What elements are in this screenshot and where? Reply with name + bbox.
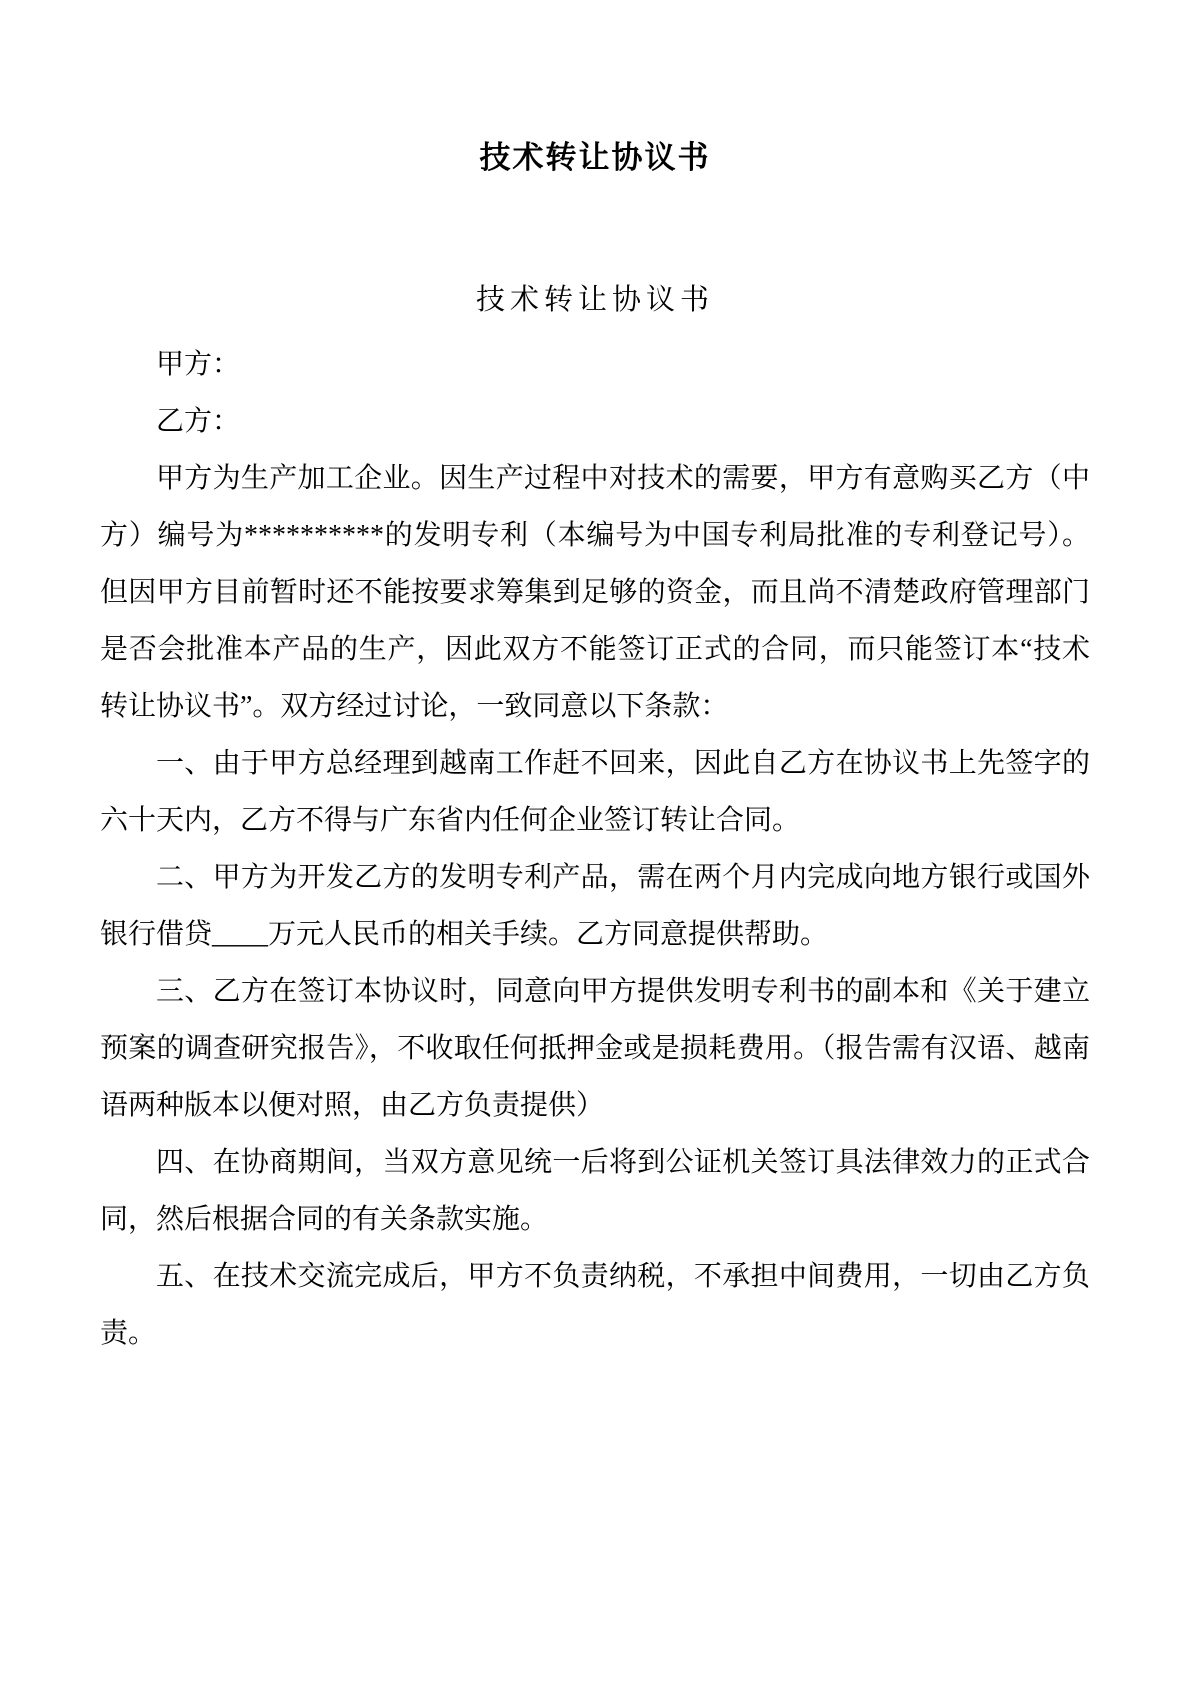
document-title: 技术转让协议书 bbox=[479, 140, 711, 175]
party-a-label: 甲方： bbox=[156, 349, 241, 380]
clause-3: 三、乙方在签订本协议时，同意向甲方提供发明专利书的副本和《关于建立预案的调查研究报告》，不收取任何抵押金或是损耗费用。（报告需有汉语、越南语两种版本以便对照，由乙方负责提供） bbox=[100, 976, 1090, 1121]
clause-4: 四、在协商期间，当双方意见统一后将到公证机关签订具法律效力的正式合同，然后根据合同的有关条款实施。 bbox=[100, 1147, 1090, 1235]
clause-2: 二、甲方为开发乙方的发明专利产品，需在两个月内完成向地方银行或国外银行借贷____万元人民币的相关手续。乙方同意提供帮助。 bbox=[100, 862, 1090, 950]
document-subtitle: 技术转让协议书 bbox=[475, 284, 714, 316]
paragraph-preamble: 甲方为生产加工企业。因生产过程中对技术的需要，甲方有意购买乙方（中方）编号为**********的发明专利（本编号为中国专利局批准的专利登记号）。但因甲方目前暂时还不能按要求筹集到足够的资金，而且尚不清楚政府管理部门是否会批准本产品的生产，因此双方不能签订正式的合同，而只能签订本“技术转让协议书”。双方经过讨论，一致同意以下条款： bbox=[100, 463, 1090, 722]
party-b-label: 乙方： bbox=[156, 406, 241, 437]
clause-5: 五、在技术交流完成后，甲方不负责纳税，不承担中间费用，一切由乙方负责。 bbox=[100, 1261, 1090, 1349]
clause-1: 一、由于甲方总经理到越南工作赶不回来，因此自乙方在协议书上先签字的六十天内，乙方不得与广东省内任何企业签订转让合同。 bbox=[100, 748, 1090, 836]
document-body bbox=[100, 336, 1090, 1362]
